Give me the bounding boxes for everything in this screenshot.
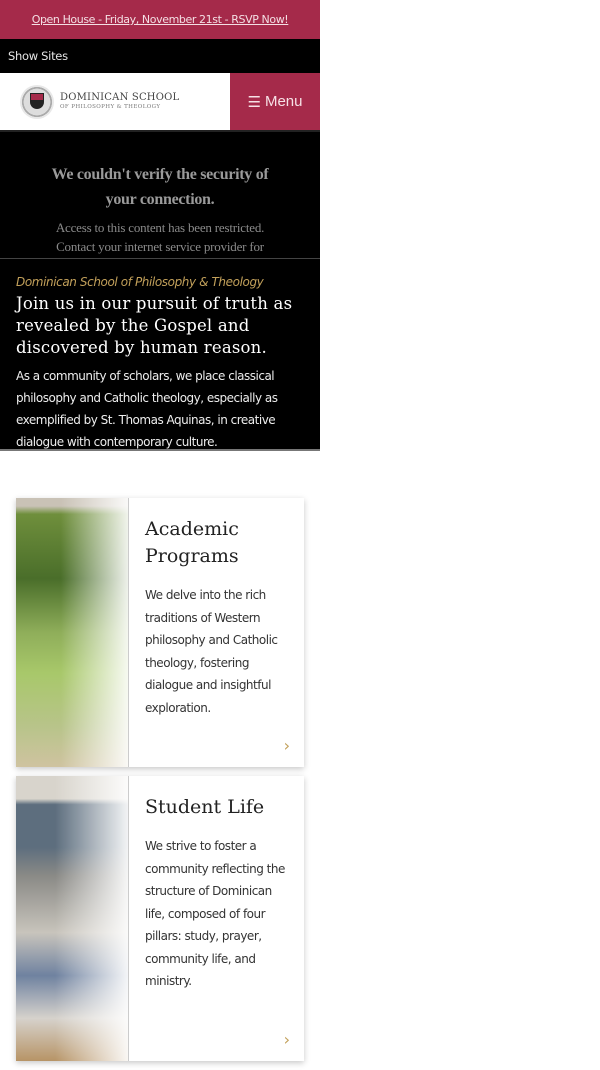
divider (0, 449, 320, 451)
show-sites-toggle[interactable]: Show Sites (0, 39, 320, 73)
security-notice (0, 132, 320, 259)
site-header (0, 73, 320, 132)
students-classroom-photo (16, 776, 129, 1061)
logo-subtitle: OF PHILOSOPHY & THEOLOGY (60, 103, 161, 110)
security-line-2: Contact your internet service provider for (56, 239, 264, 254)
card-text: We delve into the rich traditions of Western philosophy and Catholic theology, fostering dialogue and insightful exploration. (145, 588, 278, 715)
security-line-1: Access to this content has been restricted. (55, 220, 265, 235)
chevron-right-icon[interactable]: › (283, 736, 290, 755)
campus-trees-photo (16, 498, 129, 767)
card-title: Academic Programs (145, 518, 239, 567)
open-house-link[interactable]: Open House - Friday, November 21st - RSVP Now! (31, 13, 289, 26)
hero-body: As a community of scholars, we place classical philosophy and Catholic theology, especially as exemplified by St. Thomas Aquinas, in creative dialogue with contemporary culture. (16, 369, 278, 449)
security-title: We couldn't verify the security of your connection. (51, 166, 269, 208)
card-academic-programs[interactable] (16, 498, 304, 767)
announcement-bar (0, 0, 320, 39)
card-title: Student Life (145, 796, 265, 818)
menu-label: Menu (264, 93, 303, 110)
feature-cards (16, 498, 304, 1070)
menu-button[interactable] (230, 73, 320, 130)
hamburger-icon: ☰ (247, 93, 261, 111)
page (0, 0, 320, 451)
hero-kicker: Dominican School of Philosophy & Theology (16, 275, 264, 289)
card-student-life[interactable] (16, 776, 304, 1061)
card-text: We strive to foster a community reflecting the structure of Dominican life, composed of four pillars: study, prayer, community life, and ministry. (145, 839, 285, 988)
seal-icon (20, 85, 54, 119)
hero-section (0, 132, 320, 451)
chevron-right-icon[interactable]: › (283, 1030, 290, 1049)
logo-name: DOMINICAN SCHOOL (60, 91, 180, 103)
hero-headline: Join us in our pursuit of truth as revealed by the Gospel and discovered by human reason. (16, 294, 293, 357)
site-logo[interactable] (0, 73, 230, 130)
